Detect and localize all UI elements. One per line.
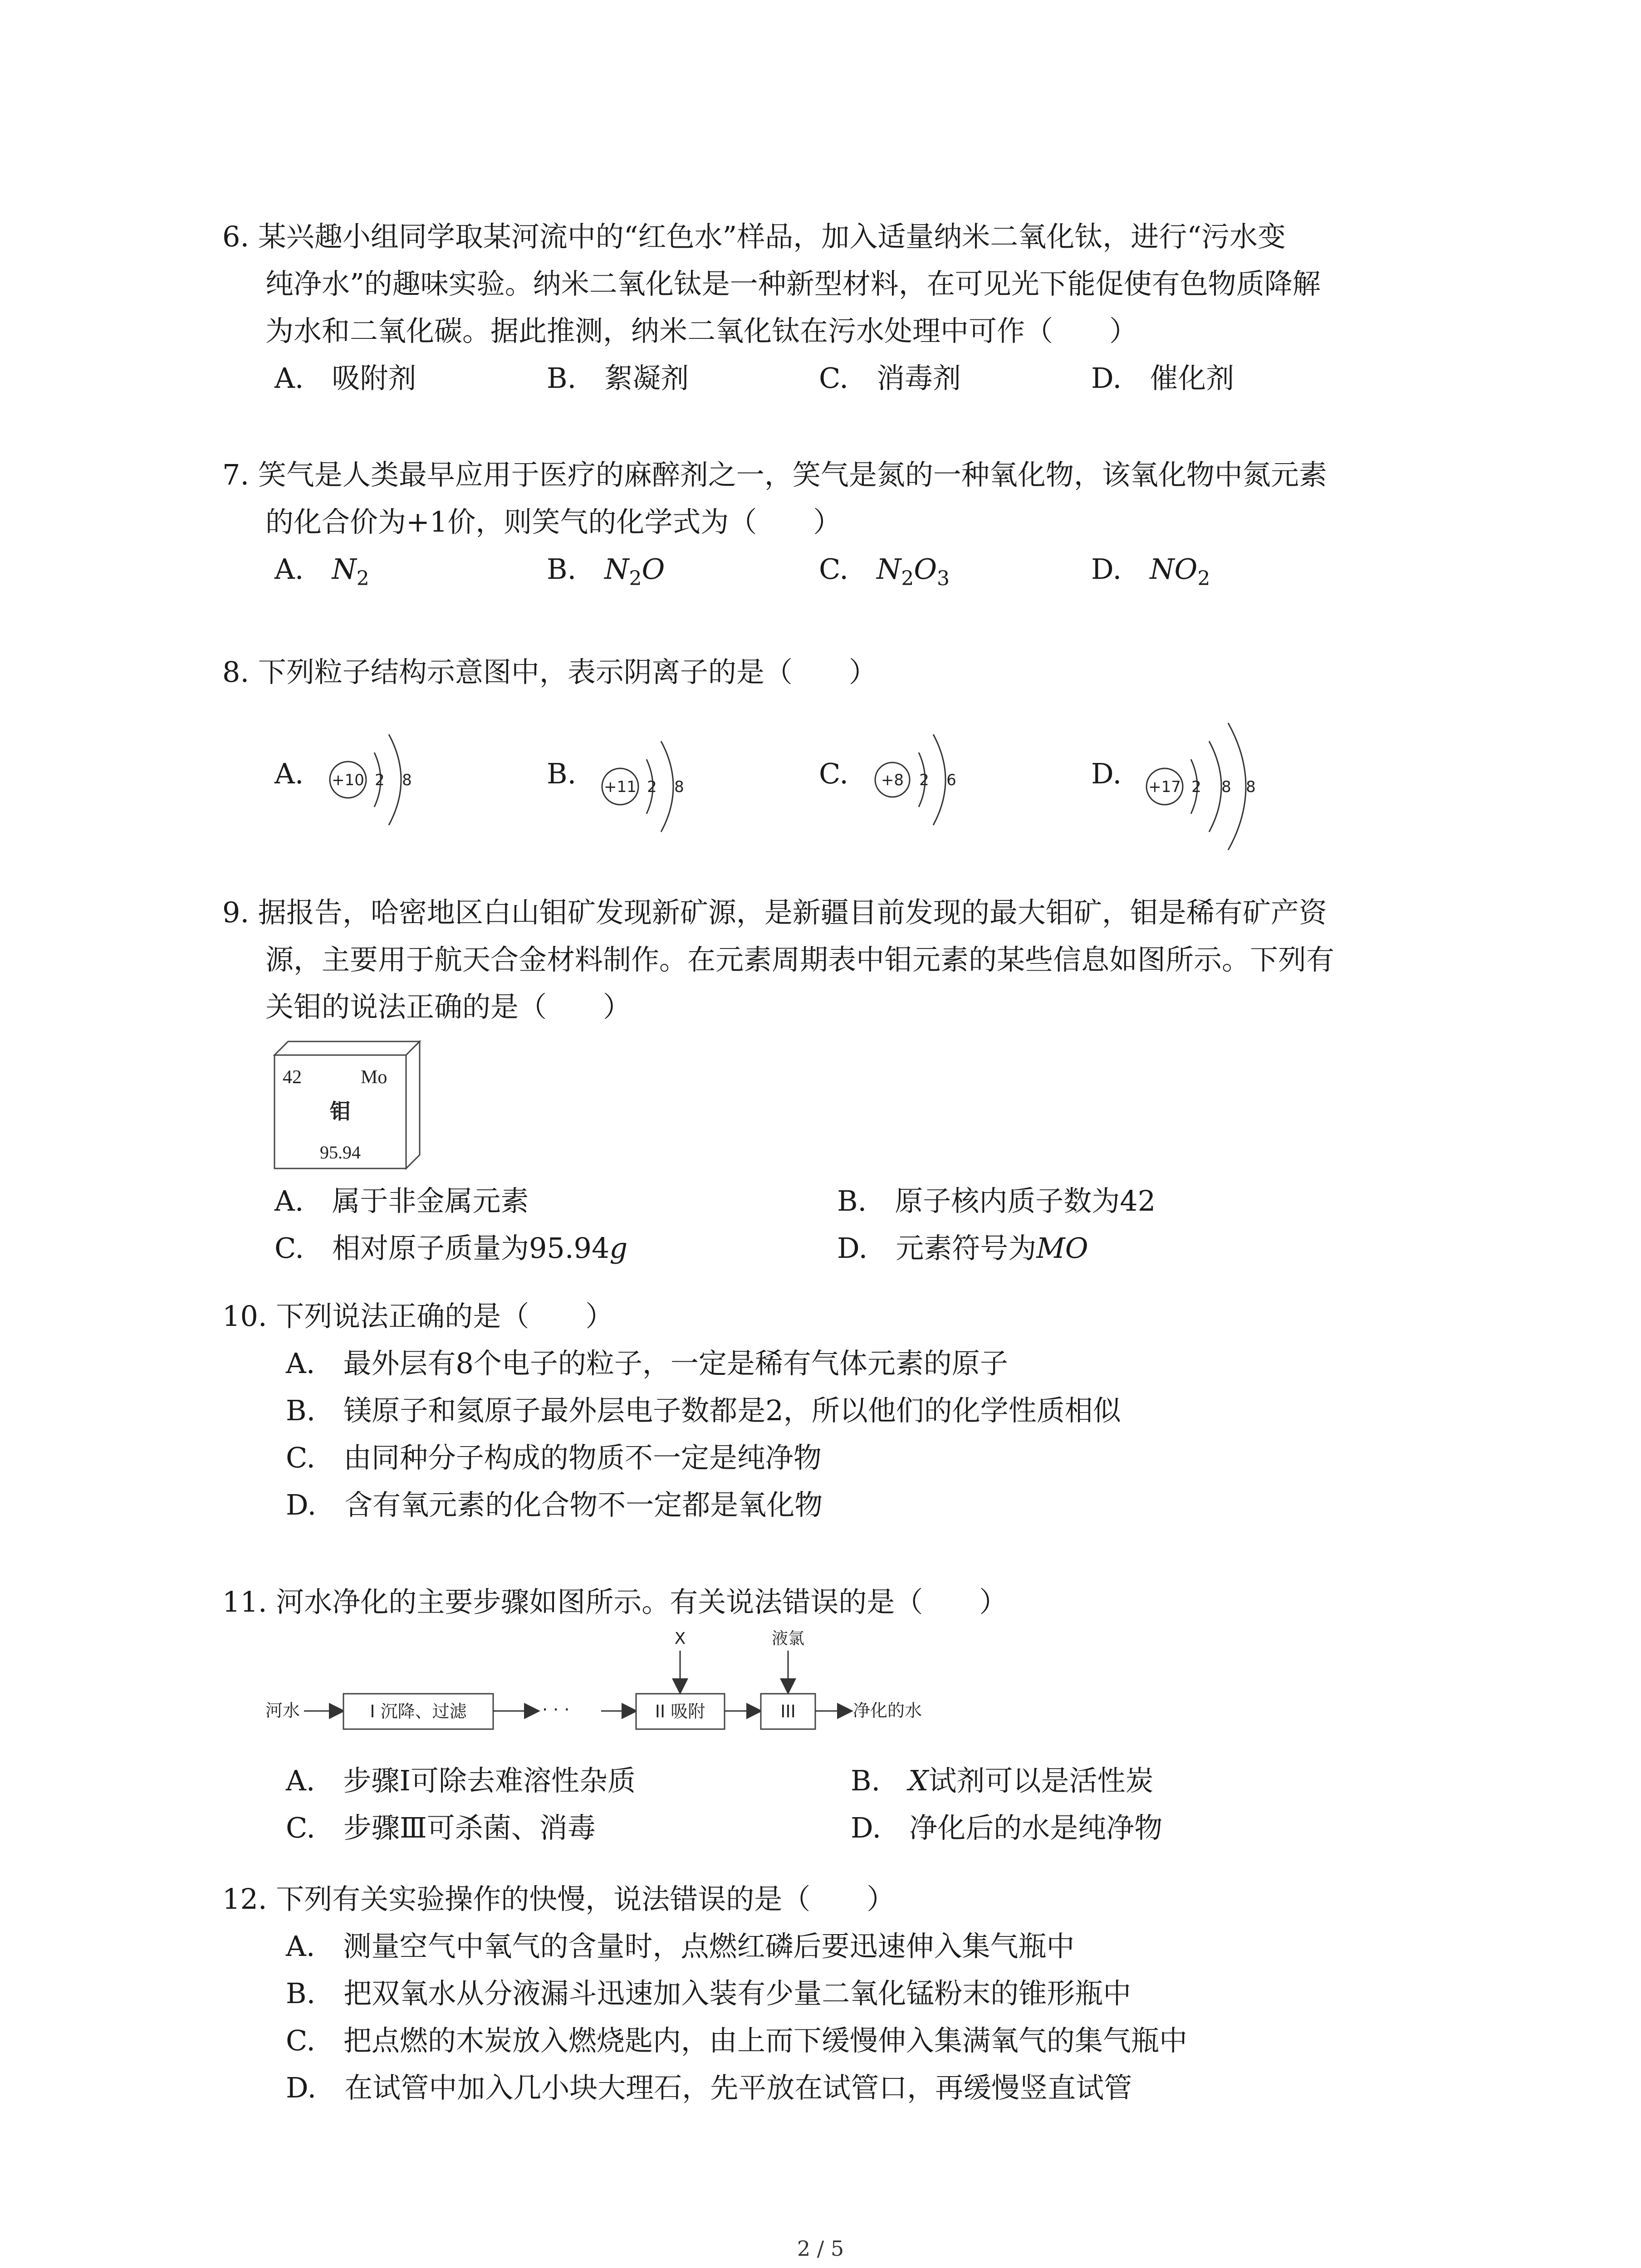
svg-text:+17: +17	[1148, 778, 1181, 796]
svg-text:I 沉降、过滤: I 沉降、过滤	[370, 1701, 467, 1721]
atom-diagrams	[222, 714, 1447, 855]
question-12-options	[222, 1923, 1447, 2112]
option-d[interactable]: D. 元素符号为MO	[837, 1232, 1088, 1265]
option-a[interactable]: A. 属于非金属元素	[274, 1184, 529, 1217]
question-7-line-2: 的化合价为+1价，则笑气的化学式为（ ）	[265, 505, 842, 538]
question-6-line-1: 6. 某兴趣小组同学取某河流中的“红色水”样品，加入适量纳米二氧化钛，进行“污水变	[222, 220, 1286, 253]
svg-text:8: 8	[674, 778, 684, 796]
question-6-line-3: 为水和二氧化碳。据此推测，纳米二氧化钛在污水处理中可作（ ）	[265, 314, 1138, 347]
option-a[interactable]: A. 测量空气中氧气的含量时，点燃红磷后要迅速伸入集气瓶中	[286, 1930, 1075, 1963]
svg-text:净化的水: 净化的水	[853, 1701, 922, 1721]
page-number: 2 / 5	[797, 2236, 844, 2261]
option-d[interactable]: D. 净化后的水是纯净物	[851, 1811, 1163, 1844]
option-letter: A.	[274, 757, 304, 790]
option-c[interactable]: C. $N_2O_3$	[819, 552, 950, 590]
question-10-line-1: 10. 下列说法正确的是（ ）	[222, 1300, 614, 1333]
option-c[interactable]: C. 由同种分子构成的物质不一定是纯净物	[286, 1441, 822, 1474]
svg-text:8: 8	[1246, 778, 1256, 796]
question-11	[222, 1579, 1447, 1852]
option-d[interactable]: D. 含有氧元素的化合物不一定都是氧化物	[286, 1488, 823, 1521]
svg-text:6: 6	[946, 771, 956, 789]
question-12	[222, 1876, 1447, 2112]
option-letter: C.	[819, 757, 848, 790]
option-c[interactable]: C. 把点燃的木炭放入燃烧匙内，由上而下缓慢伸入集满氧气的集气瓶中	[286, 2024, 1187, 2057]
svg-text:42: 42	[283, 1067, 302, 1088]
question-9-options-row-1	[222, 1178, 1447, 1225]
svg-text:· · ·: · · ·	[542, 1700, 570, 1720]
question-6-line-2: 纯净水”的趣味实验。纳米二氧化钛是一种新型材料，在可见光下能促使有色物质降解	[265, 267, 1321, 300]
question-9-line-3: 关钼的说法正确的是（ ）	[265, 990, 632, 1023]
question-8-line-1: 8. 下列粒子结构示意图中，表示阴离子的是（ ）	[222, 655, 877, 689]
atom-structure-diagram	[583, 714, 755, 846]
svg-text:III: III	[780, 1701, 796, 1721]
question-11-options-row-2	[222, 1804, 1447, 1852]
question-8	[222, 649, 1447, 855]
atom-structure-diagram	[311, 714, 483, 846]
option-b[interactable]: B. 镁原子和氦原子最外层电子数都是2，所以他们的化学性质相似	[286, 1394, 1121, 1427]
water-purification-flowchart	[265, 1626, 1447, 1757]
atom-structure-diagram	[855, 714, 1028, 846]
svg-text:2: 2	[647, 778, 657, 796]
option-b[interactable]: B. $N_2O$	[547, 552, 665, 590]
option-d[interactable]: D. $NO_2$	[1091, 552, 1210, 590]
question-9-options-row-2	[222, 1225, 1447, 1272]
svg-text:河水: 河水	[265, 1701, 300, 1721]
option-c[interactable]: C. 消毒剂	[819, 362, 961, 395]
option-d[interactable]: D. 催化剂	[1091, 362, 1234, 395]
option-b[interactable]: B. X试剂可以是活性炭	[851, 1764, 1154, 1797]
question-7-options	[222, 546, 1447, 593]
option-a[interactable]: A. 最外层有8个电子的粒子，一定是稀有气体元素的原子	[286, 1347, 1008, 1380]
question-6	[222, 213, 1447, 402]
element-cube-diagram	[270, 1037, 460, 1173]
svg-text:2: 2	[919, 771, 929, 789]
svg-text:Mo: Mo	[361, 1067, 387, 1088]
option-d[interactable]: D. 在试管中加入几小块大理石，先平放在试管口，再缓慢竖直试管	[286, 2071, 1132, 2104]
option-b[interactable]: B. 絮凝剂	[547, 362, 689, 395]
svg-text:2: 2	[1191, 778, 1201, 796]
svg-text:液氯: 液氯	[771, 1629, 805, 1648]
question-7-line-1: 7. 笑气是人类最早应用于医疗的麻醉剂之一，笑气是氮的一种氧化物，该氧化物中氮元素	[222, 458, 1327, 491]
option-a[interactable]: A. 吸附剂	[274, 362, 416, 395]
svg-text:II 吸附: II 吸附	[655, 1701, 705, 1721]
option-b[interactable]: B. 把双氧水从分液漏斗迅速加入装有少量二氧化锰粉末的锥形瓶中	[286, 1977, 1132, 2010]
svg-text:+10: +10	[332, 771, 364, 789]
svg-text:+8: +8	[881, 771, 904, 789]
atom-structure-diagram	[1127, 714, 1327, 850]
svg-text:钼: 钼	[330, 1099, 351, 1124]
question-9-line-1: 9. 据报告，哈密地区白山钼矿发现新矿源，是新疆目前发现的最大钼矿，钼是稀有矿产资	[222, 896, 1327, 929]
svg-text:95.94: 95.94	[320, 1142, 361, 1163]
question-7	[222, 451, 1447, 593]
svg-text:2: 2	[375, 771, 385, 789]
question-11-line-1: 11. 河水净化的主要步骤如图所示。有关说法错误的是（ ）	[222, 1585, 1008, 1618]
question-10	[222, 1293, 1447, 1529]
question-9	[222, 889, 1447, 1272]
option-letter: D.	[1091, 757, 1122, 790]
svg-text:8: 8	[402, 771, 412, 789]
question-6-options	[222, 355, 1447, 402]
option-a[interactable]: A. $N_2$	[274, 552, 369, 590]
question-12-line-1: 12. 下列有关实验操作的快慢，说法错误的是（ ）	[222, 1882, 895, 1916]
svg-text:8: 8	[1221, 778, 1231, 796]
option-c[interactable]: C. 步骤Ⅲ可杀菌、消毒	[286, 1811, 596, 1844]
svg-text:X: X	[674, 1629, 686, 1648]
question-11-options-row-1	[222, 1757, 1447, 1804]
svg-text:+11: +11	[604, 778, 637, 796]
option-a[interactable]: A. 步骤Ⅰ可除去难溶性杂质	[286, 1764, 636, 1797]
question-9-line-2: 源，主要用于航天合金材料制作。在元素周期表中钼元素的某些信息如图所示。下列有	[265, 943, 1335, 976]
option-c[interactable]: C. 相对原子质量为95.94g	[274, 1232, 628, 1265]
element-card-molybdenum	[270, 1037, 460, 1173]
question-10-options	[222, 1340, 1447, 1529]
option-b[interactable]: B. 原子核内质子数为42	[837, 1184, 1156, 1217]
flowchart-diagram	[265, 1626, 1059, 1757]
option-letter: B.	[547, 757, 577, 790]
